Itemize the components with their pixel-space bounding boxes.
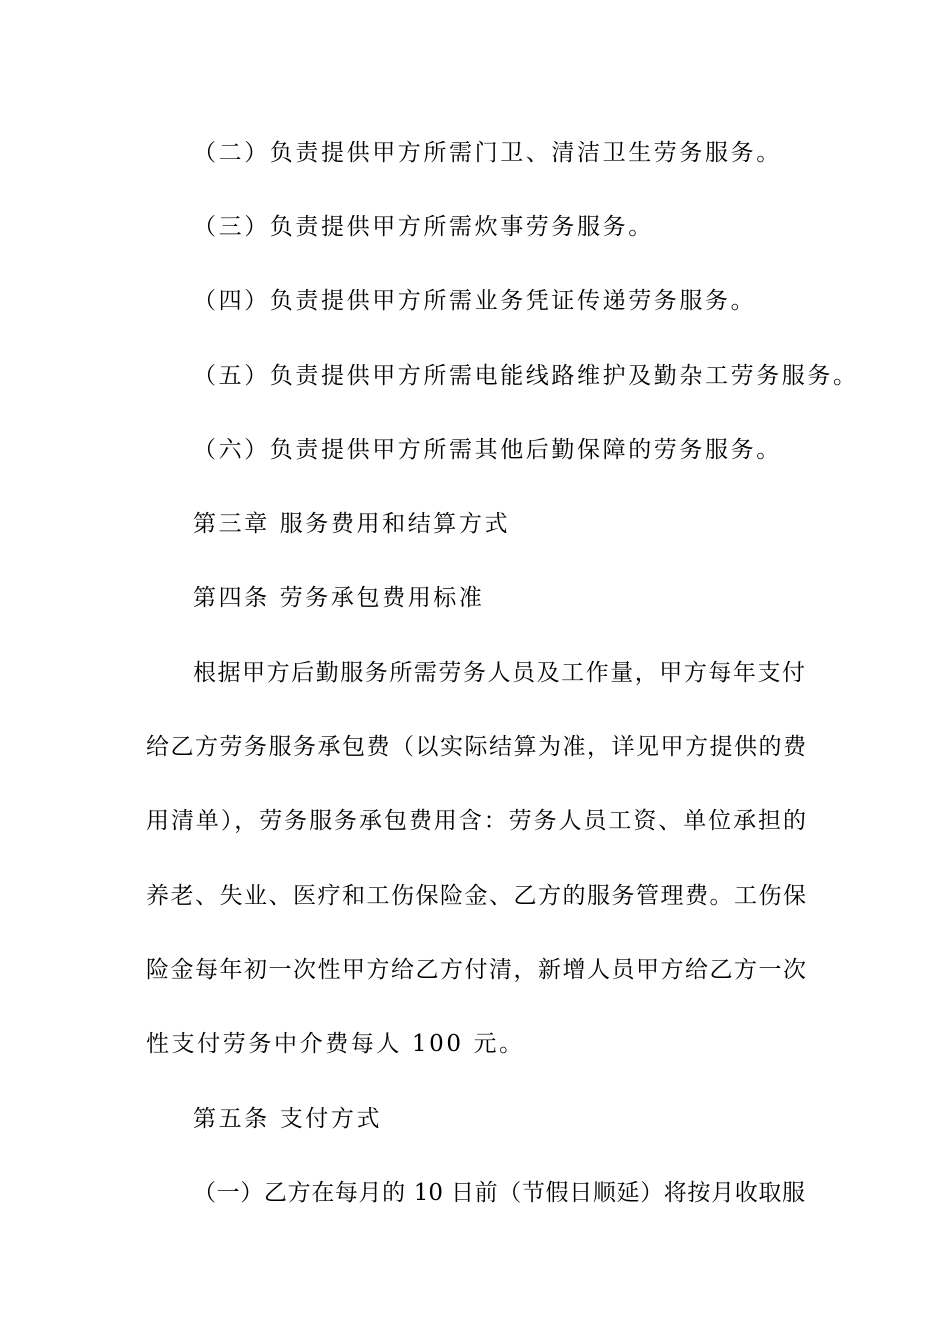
paragraph-line: 养老、失业、医疗和工伤保险金、乙方的服务管理费。工伤保 — [146, 883, 806, 909]
clause-item-3: （三）负责提供甲方所需炊事劳务服务。 — [193, 214, 654, 240]
clause-item-5: （五）负责提供甲方所需电能线路维护及勤杂工劳务服务。 — [193, 363, 859, 389]
clause-item-2: （二）负责提供甲方所需门卫、清洁卫生劳务服务。 — [193, 140, 782, 166]
clause-item-4: （四）负责提供甲方所需业务凭证传递劳务服务。 — [193, 288, 757, 314]
paragraph-line: 险金每年初一次性甲方给乙方付清，新增人员甲方给乙方一次 — [146, 957, 806, 983]
chapter-heading: 第三章 服务费用和结算方式 — [193, 511, 511, 537]
paragraph-line: 给乙方劳务服务承包费（以实际结算为准，详见甲方提供的费 — [146, 734, 806, 760]
paragraph-line: 用清单），劳务服务承包费用含：劳务人员工资、单位承担的 — [146, 808, 806, 834]
article-heading-5: 第五条 支付方式 — [193, 1106, 383, 1132]
paragraph-last-line: 性支付劳务中介费每人 100 元。 — [146, 1031, 525, 1057]
clause-item-1: （一）乙方在每月的 10 日前（节假日顺延）将按月收取服 — [193, 1180, 805, 1206]
article-heading-4: 第四条 劳务承包费用标准 — [193, 585, 485, 611]
clause-item-6: （六）负责提供甲方所需其他后勤保障的劳务服务。 — [193, 437, 782, 463]
paragraph-line: 根据甲方后勤服务所需劳务人员及工作量，甲方每年支付 — [193, 660, 805, 686]
